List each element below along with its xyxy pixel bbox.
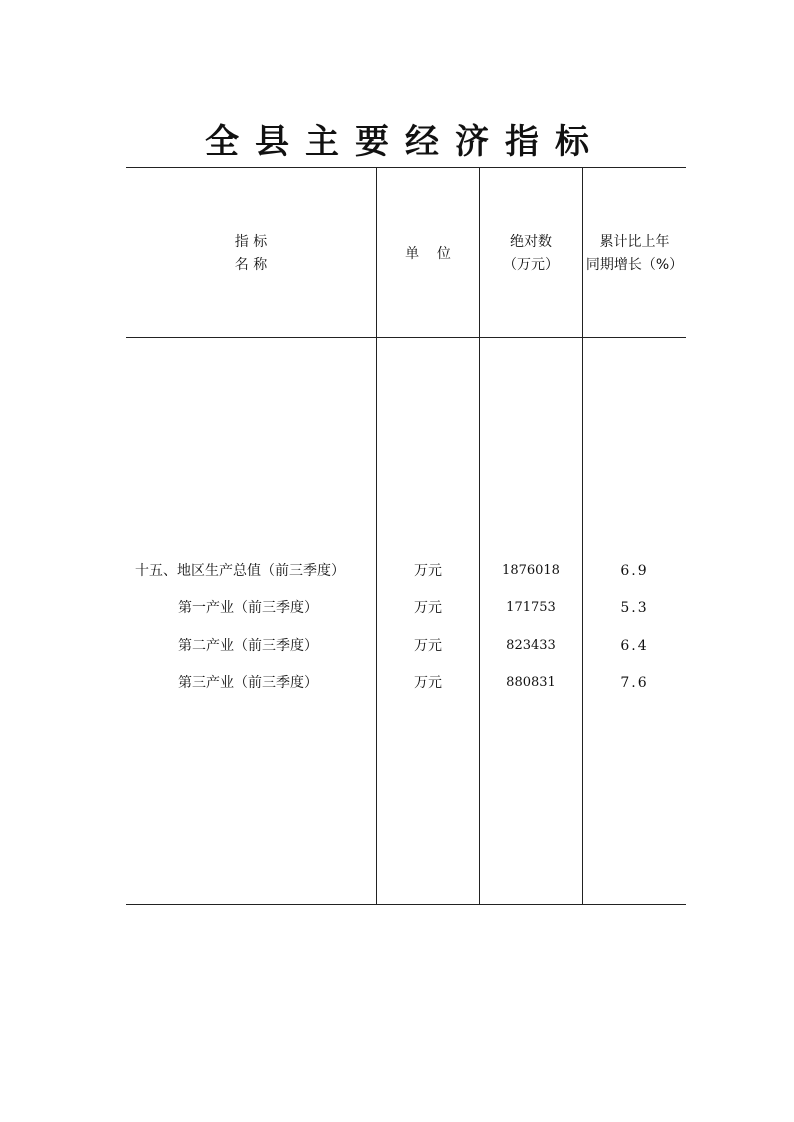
header-growth-line1: 累计比上年	[599, 234, 670, 250]
row-name: 第二产业（前三季度）	[178, 638, 318, 654]
row-unit: 万元	[414, 600, 442, 616]
column-divider-1	[376, 167, 377, 905]
row-value: 823433	[506, 638, 556, 653]
header-absolute-line2: （万元）	[503, 257, 559, 273]
row-name: 第一产业（前三季度）	[178, 600, 318, 616]
table-top-border	[126, 167, 686, 168]
row-value: 1876018	[502, 563, 560, 578]
row-unit: 万元	[414, 675, 442, 691]
row-unit: 万元	[414, 638, 442, 654]
row-value: 171753	[506, 600, 556, 615]
header-indicator-line1: 指 标	[234, 234, 268, 250]
header-indicator-name	[126, 231, 376, 277]
row-growth: 7.6	[620, 675, 649, 691]
row-growth: 6.9	[620, 563, 649, 579]
header-absolute-line1: 绝对数	[510, 234, 552, 250]
row-name: 十五、地区生产总值（前三季度）	[135, 563, 345, 579]
row-name: 第三产业（前三季度）	[178, 675, 318, 691]
header-growth-line2: 同期增长（%）	[585, 257, 684, 273]
row-growth: 6.4	[620, 638, 649, 654]
row-value: 880831	[506, 675, 556, 690]
page-title: 全县主要经济指标	[205, 122, 605, 162]
column-divider-3	[582, 167, 583, 905]
header-unit-label: 单 位	[405, 246, 451, 262]
header-growth	[583, 231, 686, 277]
header-absolute	[480, 231, 582, 277]
table-bottom-border	[126, 904, 686, 905]
header-indicator-line2: 名 称	[234, 257, 268, 273]
row-growth: 5.3	[620, 600, 649, 616]
header-bottom-border	[126, 337, 686, 338]
column-divider-2	[479, 167, 480, 905]
header-unit	[377, 243, 479, 266]
row-unit: 万元	[414, 563, 442, 579]
